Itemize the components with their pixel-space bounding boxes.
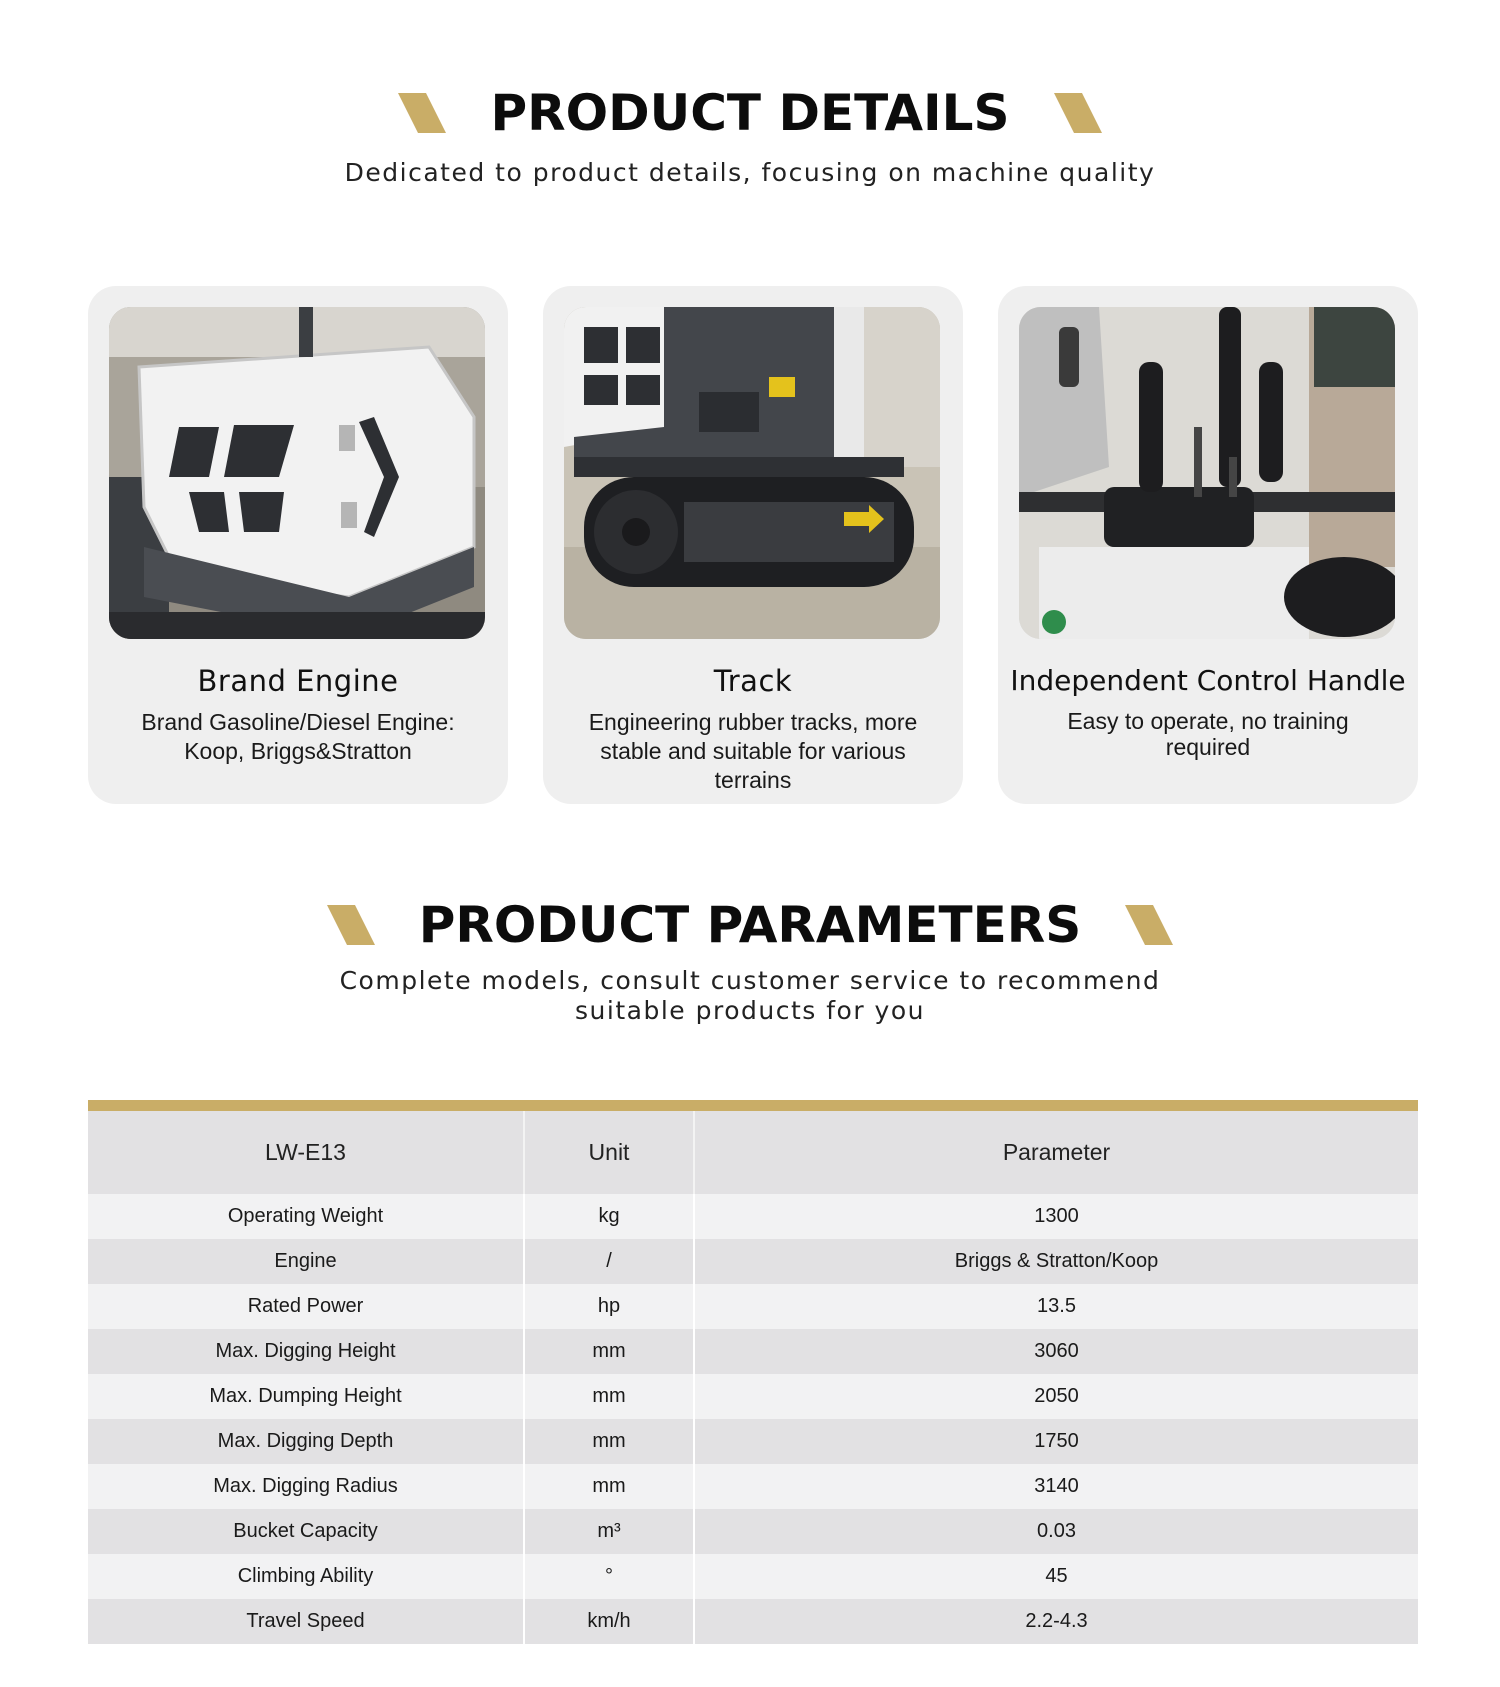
section-subtitle-details: Dedicated to product details, focusing on machine quality (344, 158, 1156, 187)
column-header-model: LW-E13 (88, 1111, 524, 1194)
cell-unit: mm (524, 1464, 694, 1509)
card-title-engine: Brand Engine (197, 664, 399, 698)
column-header-unit: Unit (524, 1111, 694, 1194)
cell-unit: mm (524, 1419, 694, 1464)
cell-value: 3060 (694, 1329, 1418, 1374)
cell-unit: km/h (524, 1599, 694, 1644)
cell-name: Rated Power (88, 1284, 524, 1329)
card-description-engine: Brand Gasoline/Diesel Engine: Koop, Briggs&Stratton (141, 709, 455, 764)
gold-slash-decoration-right (1054, 93, 1102, 133)
card-title-control-handle: Independent Control Handle (1010, 664, 1406, 697)
cell-name: Max. Digging Radius (88, 1464, 524, 1509)
parameters-table (88, 1111, 1418, 1644)
section-title-parameters: PRODUCT PARAMETERS (418, 896, 1082, 954)
cell-value: 2050 (694, 1374, 1418, 1419)
detail-card-control-handle (998, 286, 1418, 804)
cell-unit: mm (524, 1374, 694, 1419)
table-row (88, 1554, 1418, 1599)
column-header-parameter: Parameter (694, 1111, 1418, 1194)
table-row (88, 1194, 1418, 1239)
cell-value: 1750 (694, 1419, 1418, 1464)
cell-unit: hp (524, 1284, 694, 1329)
cell-name: Engine (88, 1239, 524, 1284)
cell-name: Bucket Capacity (88, 1509, 524, 1554)
table-row (88, 1374, 1418, 1419)
section-subtitle-parameters: Complete models, consult customer service to recommend suitable products for you (339, 966, 1161, 1025)
cell-unit: m³ (524, 1509, 694, 1554)
table-row (88, 1509, 1418, 1554)
cell-unit: kg (524, 1194, 694, 1239)
excavator-engine-cover-photo (109, 307, 485, 639)
detail-card-track (543, 286, 963, 804)
detail-card-engine (88, 286, 508, 804)
table-row (88, 1329, 1418, 1374)
cell-name: Travel Speed (88, 1599, 524, 1644)
card-title-track: Track (713, 664, 793, 698)
cell-value: 45 (694, 1554, 1418, 1599)
cell-value: 1300 (694, 1194, 1418, 1239)
cell-name: Max. Digging Height (88, 1329, 524, 1374)
cell-value: 0.03 (694, 1509, 1418, 1554)
table-top-accent-bar (88, 1100, 1418, 1111)
cell-unit: ° (524, 1554, 694, 1599)
cell-value: Briggs & Stratton/Koop (694, 1239, 1418, 1284)
gold-slash-decoration-left (327, 905, 375, 945)
table-row (88, 1239, 1418, 1284)
cell-value: 3140 (694, 1464, 1418, 1509)
detail-cards (88, 286, 1418, 804)
gold-slash-decoration-right (1125, 905, 1173, 945)
product-details-header (0, 84, 1500, 188)
card-description-control-handle: Easy to operate, no training required (1067, 708, 1349, 760)
cell-unit: / (524, 1239, 694, 1284)
gold-slash-decoration-left (398, 93, 446, 133)
table-row (88, 1419, 1418, 1464)
cell-name: Max. Digging Depth (88, 1419, 524, 1464)
table-row (88, 1599, 1418, 1644)
product-parameters-header (0, 896, 1500, 1026)
card-description-track: Engineering rubber tracks, more stable and suitable for various terrains (588, 709, 918, 793)
control-joystick-photo (1019, 307, 1395, 639)
cell-name: Operating Weight (88, 1194, 524, 1239)
cell-value: 13.5 (694, 1284, 1418, 1329)
cell-value: 2.2-4.3 (694, 1599, 1418, 1644)
table-row (88, 1464, 1418, 1509)
table-row (88, 1284, 1418, 1329)
section-title-details: PRODUCT DETAILS (490, 84, 1010, 142)
cell-name: Max. Dumping Height (88, 1374, 524, 1419)
rubber-track-photo (564, 307, 940, 639)
cell-unit: mm (524, 1329, 694, 1374)
cell-name: Climbing Ability (88, 1554, 524, 1599)
table-header-row (88, 1111, 1418, 1194)
